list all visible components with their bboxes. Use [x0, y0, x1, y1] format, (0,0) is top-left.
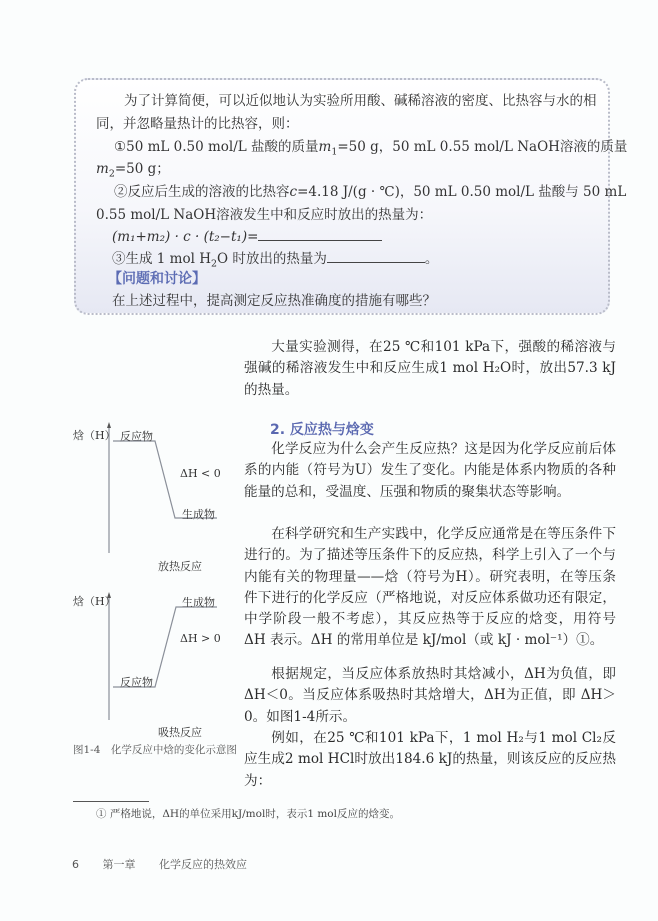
exo-title: 放热反应	[158, 560, 202, 573]
paragraph-enthalpy: 在科学研究和生产实践中，化学反应通常是在等压条件下进行的。为了描述等压条件下的反应热，科学上引入了一个与内能有关的物理量——焓（符号为H）。研究表明，在等压条件下进行的化学反应（严格地说，对反应体系做功还有限定，中学阶段一般不考虑），其反应热等于反应的焓变，用符号 ΔH 表示。ΔH 的常用单位是 kJ/mol（或 kJ · mol⁻¹）①。	[244, 526, 616, 649]
endo-reactant-label: 反应物	[120, 676, 153, 689]
endo-title: 吸热反应	[158, 726, 202, 739]
figure-caption: 图1-4 化学反应中焓的变化示意图	[73, 744, 237, 756]
paragraph-sign-convention: 根据规定，当反应体系放热时其焓减小，ΔH为负值，即 ΔH＜0。当反应体系吸热时其焓增大，ΔH为正值，即 ΔH＞0。如图1-4所示。	[244, 666, 616, 725]
endo-product-label: 生成物	[182, 596, 215, 609]
paragraph-example: 例如，在25 ℃和101 kPa下，1 mol H₂与1 mol Cl₂反应生成2 mol HCl时放出184.6 kJ的热量，则该反应的反应热为：	[244, 730, 616, 789]
footnote: ① 严格地说，ΔH的单位采用kJ/mol时，表示1 mol反应的焓变。	[96, 808, 400, 820]
endo-delta-label: ΔH > 0	[180, 632, 221, 645]
exo-reactant-label: 反应物	[120, 430, 153, 443]
exo-axis-label: 焓（H）	[73, 429, 116, 442]
arrow-up-icon	[105, 420, 106, 421]
endo-axis-label: 焓（H）	[73, 595, 116, 608]
page-footer	[72, 856, 267, 872]
question-title: 【问题和讨论】	[108, 271, 206, 287]
exo-product-label: 生成物	[182, 508, 215, 521]
box-item-3: ③生成 1 mol $H_2O$ 时放出的热量为 。	[112, 248, 438, 276]
box-item-2-cont: 0.55 mol/L NaOH溶液发生中和反应时放出的热量为：	[96, 207, 433, 223]
paragraph-internal-energy: 化学反应为什么会产生反应热？这是因为化学反应前后体系的内能（符号为U）发生了变化。内能是体系内物质的各种能量的总和，受温度、压强和物质的聚集状态等影响。	[244, 441, 616, 500]
box-item-2: ②反应后生成的溶液的比热容c=4.18 J/(g · ℃)，50 mL 0.50 mol/L 盐酸与 50 mL	[114, 184, 627, 200]
footnote-divider	[73, 801, 149, 802]
exo-delta-label: ΔH < 0	[180, 467, 221, 480]
paragraph-neutralization: 大量实验测得，在25 ℃和101 kPa下，强酸的稀溶液与强碱的稀溶液发生中和反应生成1 mol H₂O时，放出57.3 kJ的热量。	[244, 339, 616, 398]
box-formula: (m₁+m₂) · c · (t₂−t₁)=	[112, 226, 382, 248]
box-item-1-cont: $m_2=50$ g；	[96, 161, 170, 180]
chapter-title: 化学反应的热效应	[159, 858, 247, 871]
chapter-label: 第一章	[102, 858, 136, 871]
question-text: 在上述过程中，提高测定反应热准确度的措施有哪些？	[112, 293, 436, 309]
box-item-1: ①50 mL 0.50 mol/L 盐酸的质量$m_1=50$ g，50 mL 0.55 mol/L NaOH溶液的质量	[114, 139, 628, 158]
page-number: 6	[72, 858, 79, 871]
box-line-2: 同，并忽略量热计的比热容，则：	[96, 116, 299, 132]
box-line-1: 为了计算简便，可以近似地认为实验所用酸、碱稀溶液的密度、比热容与水的相	[124, 93, 597, 109]
section-title: 2. 反应热与焓变	[270, 422, 374, 438]
